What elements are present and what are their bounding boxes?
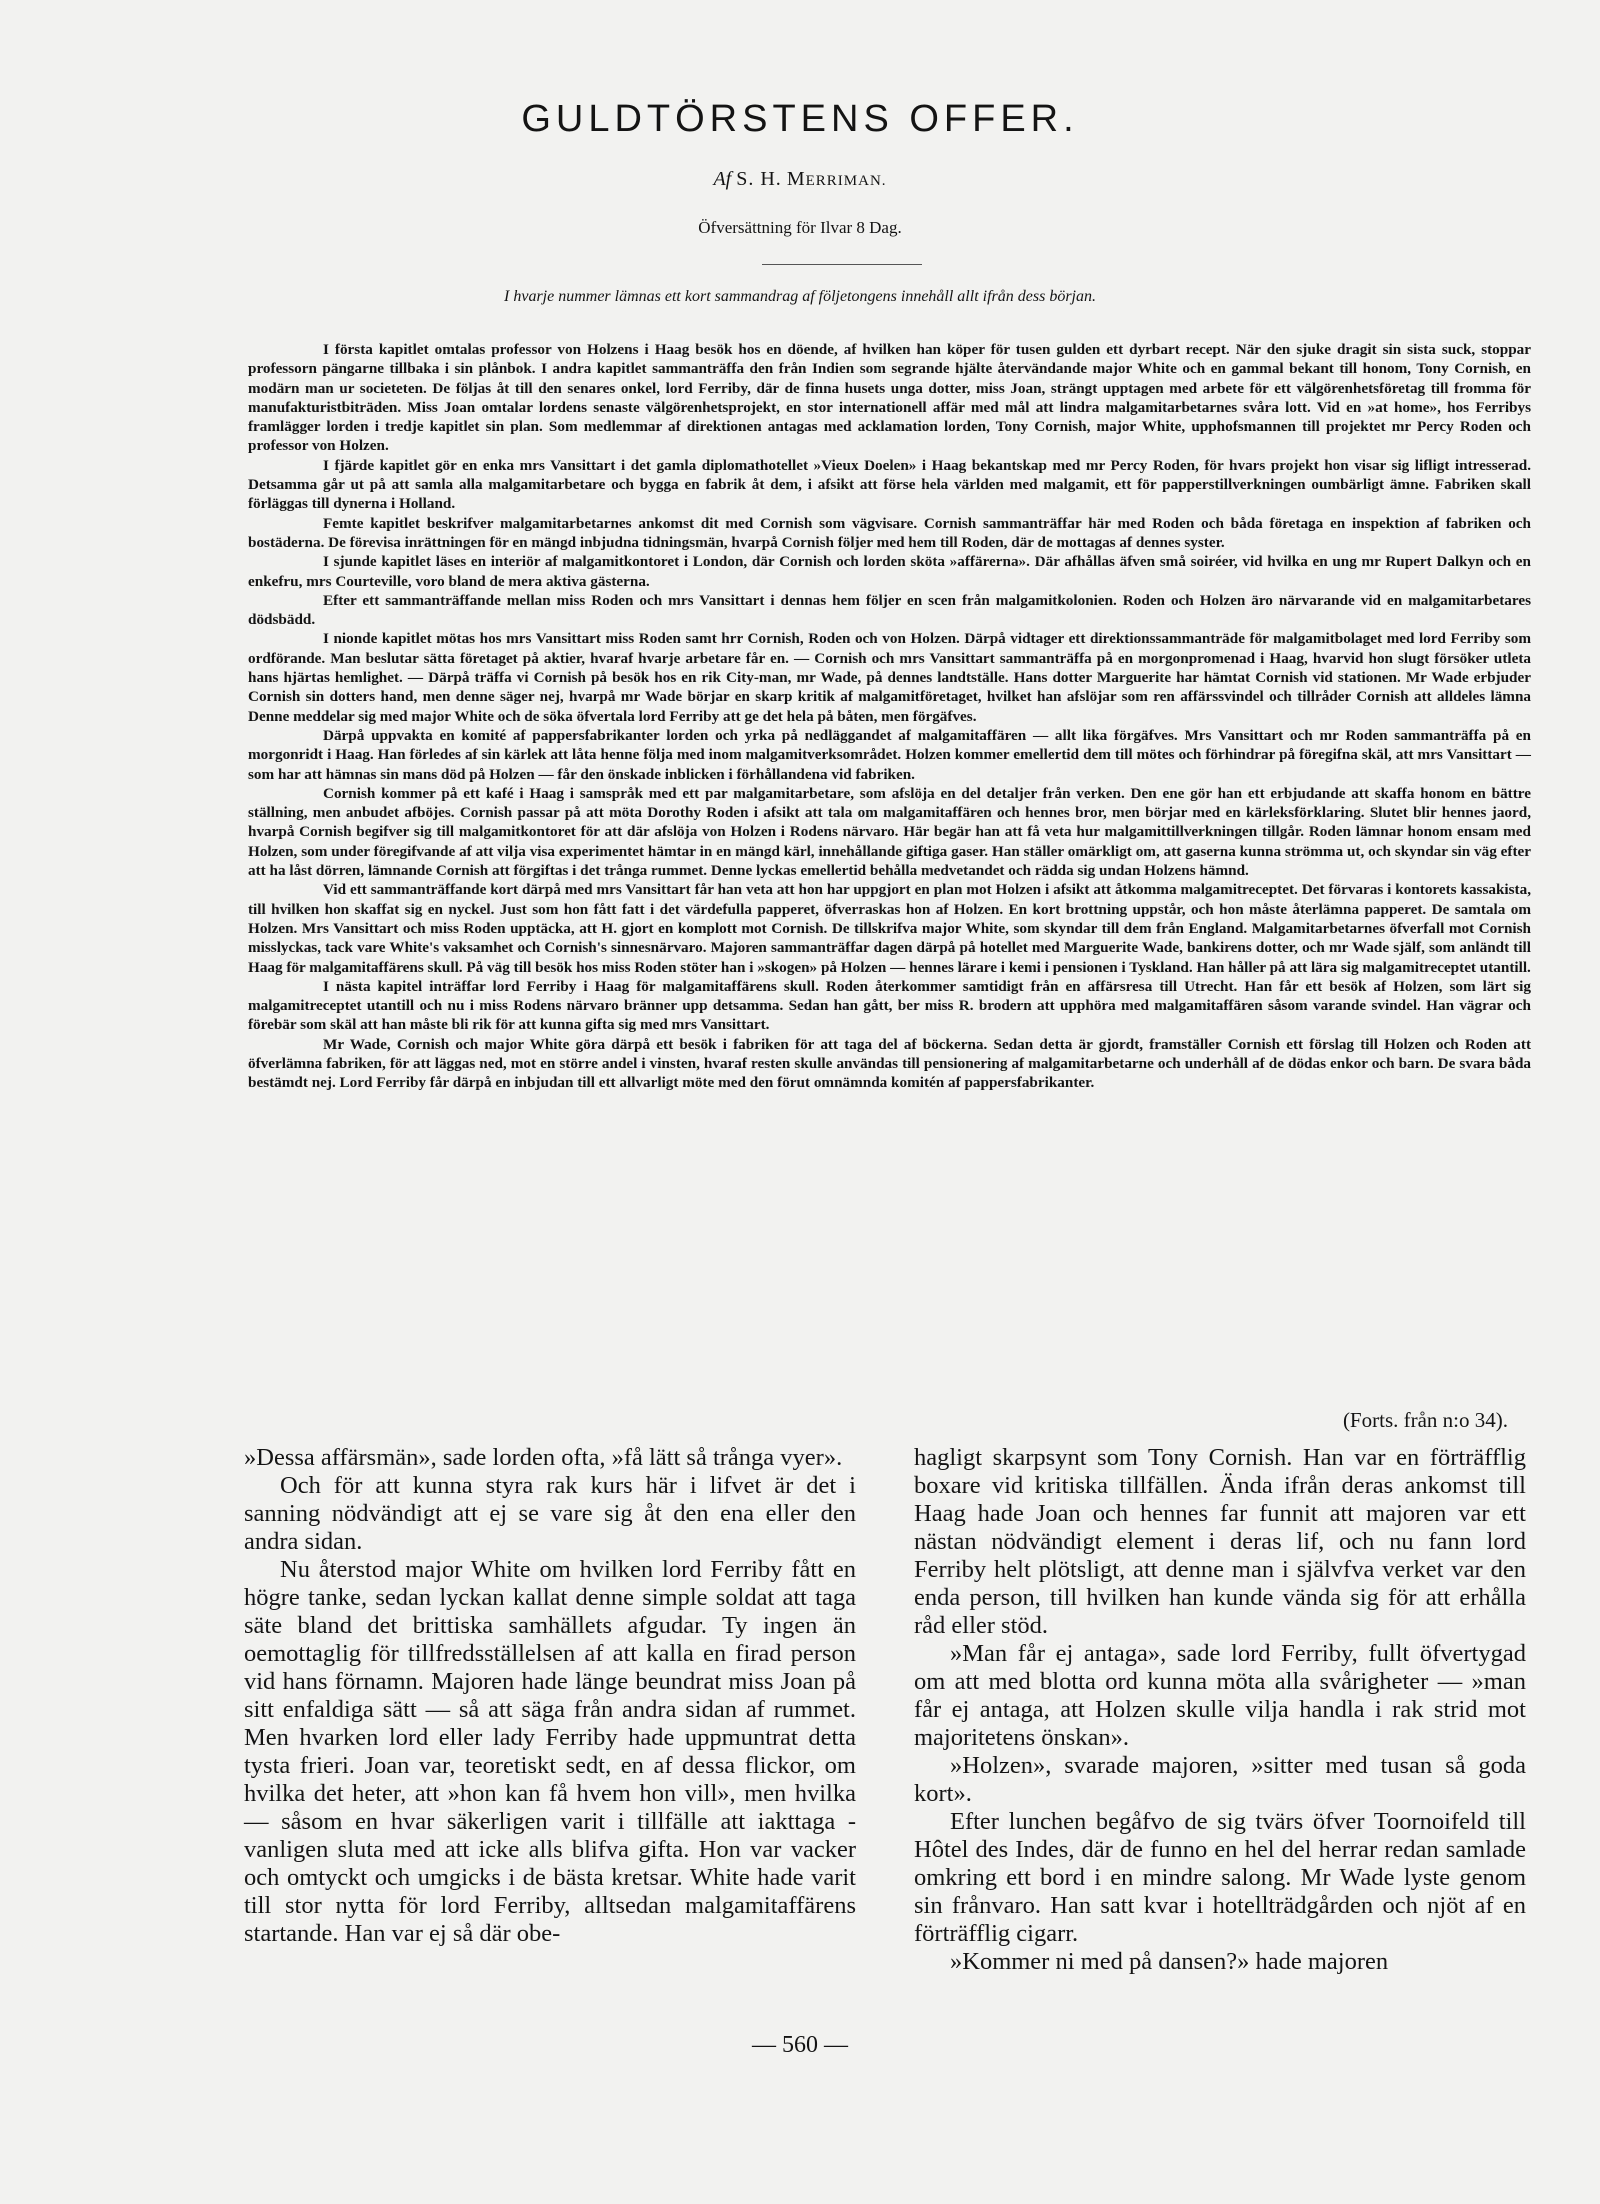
summary-paragraph: Därpå uppvakta en komité af pappersfabrikanter lorden och yrka på nedläggandet af malgamitaffären — allt lika förgäfves. Mrs Vansittart och mr Roden sammanträffa på en morgonridt i Haag. Han förledes af sin kärlek att låta henne följa med inom malgamitverksområdet. Holzen kommer emellertid dem till mötes och förhindrar på föregifna skäl, att mrs Vansittart — som har att hämnas sin mans död på Holzen — får den önskade inblicken i förhållandena vid fabriken. <box>248 726 1531 783</box>
byline <box>0 168 1600 191</box>
author-initials: S. H. <box>736 168 782 190</box>
summary-block <box>248 340 1531 1390</box>
summary-paragraph: I nästa kapitel inträffar lord Ferriby i Haag för malgamitaffärens skull. Roden återkommer samtidigt från en affärsresa till Utrecht. Han får ett besök af Holzen, som lärt sig malgamitreceptet utantill och nu i miss Rodens närvaro bränner upp detsamma. Sedan han gått, ber miss R. brodern att upphöra med malgamitaffären såsom varande svindel. Han vägrar och förebär som skäl att han måste bli rik för att kunna gifta sig med mrs Vansittart. <box>248 977 1531 1034</box>
divider-rule <box>762 264 922 265</box>
summary-paragraph: Efter ett sammanträffande mellan miss Roden och mrs Vansittart i dennas hem följer en scen från malgamitkolonien. Roden och Holzen äro närvarande vid en malgamitarbetares dödsbädd. <box>248 591 1531 629</box>
summary-paragraph: I första kapitlet omtalas professor von Holzens i Haag besök hos en döende, af hvilken han köper för tusen gulden ett dyrbart recept. När den sjuke dragit sin sista suck, stoppar professorn pängarne tillbaka i sin plånbok. I andra kapitlet sammanträffa den från Indien som segrande hjälte återvändande major White och en gammal bekant till honom, Tony Cornish, en modärn man ur societeten. De följas åt till den senares onkel, lord Ferriby, där de finna husets unga dotter, miss Joan, strängt upptagen med arbete för ett välgörenhetsföretag till fromma för manufakturistbiträden. Miss Joan omtalar lordens senaste välgörenhetsprojekt, en stor internationell affär med mål att lindra malgamitarbetarnes svåra lott. Vid en »at home», hos Ferribys framlägger lorden i tredje kapitlet sin plan. Som medlemmar af direktionen antagas med acklamation lorden, Tony Cornish, major White, upphofsmannen till projektet mr Percy Roden och professor von Holzen. <box>248 341 1531 455</box>
editorial-note: I hvarje nummer lämnas ett kort sammandrag af följetongens innehåll allt ifrån dess början. <box>504 288 1096 305</box>
continuation-note: (Forts. från n:o 34). <box>1342 1408 1508 1432</box>
translation-credit: Öfversättning för Ilvar 8 Dag. <box>698 218 902 237</box>
summary-paragraph: I nionde kapitlet mötas hos mrs Vansittart miss Roden samt hrr Cornish, Roden och von Holzen. Därpå vidtager ett direktionssammanträde för malgamitbolaget med lord Ferriby som ordförande. Man beslutar sätta företaget på aktier, hvaraf hvarje arbetare får en. — Cornish och mrs Vansittart sammanträffa på en morgonpromenad i Haag, hvarvid hon slugt försöker utleta hans hjärtas hemlighet. — Därpå träffa vi Cornish på besök hos en rik City-man, mr Wade, på dennes landtställe. Hans dotter Marguerite har hämtat Cornish vid stationen. Mr Wade erbjuder Cornish sin dotters hand, men denne säger nej, hvarpå mr Wade börjar en skarp kritik af malgamitföretaget, hvilket han afslöjar som ren affärssvindel och tillråder Cornish att alldeles lämna Denne meddelar sig med major White och de söka öfvertala lord Ferriby att ge det hela på båten, men förgäfves. <box>248 630 1531 725</box>
body-paragraph: »Man får ej antaga», sade lord Ferriby, fullt öfvertygad om att med blotta ord kunna möta alla svårigheter — »man får ej antaga, att Holzen skulle vilja handla i rak strid mot majoritetens önskan». <box>914 1640 1526 1751</box>
body-paragraph: »Dessa affärsmän», sade lorden ofta, »få lätt så trånga vyer». <box>244 1444 843 1471</box>
author-surname-initial: M <box>786 168 806 190</box>
body-paragraph: Efter lunchen begåfvo de sig tvärs öfver Toornoifeld till Hôtel des Indes, där de funno en hel del herrar redan samlade omkring ett bord i en mindre salong. Mr Wade lyste genom sin frånvaro. Han satt kvar i hotellträdgården och njöt af en förträfflig cigarr. <box>914 1808 1526 1947</box>
body-paragraph: »Kommer ni med på dansen?» hade majoren <box>950 1948 1389 1975</box>
body-paragraph: hagligt skarpsynt som Tony Cornish. Han var en förträfflig boxare vid kritiska tillfällen. Ända ifrån deras ankomst till Haag hade Joan och hennes far funnit att majoren var ett nästan nödvändigt element i deras lif, och nu fann lord Ferriby helt plötsligt, att denne man i självfva verket var den enda person, till hvilken han kunde vända sig för att erhålla råd eller stöd. <box>914 1444 1526 1639</box>
body-column-left <box>244 1444 856 2004</box>
body-paragraph: Nu återstod major White om hvilken lord Ferriby fått en högre tanke, sedan lyckan kallat denne simple soldat att taga säte bland det brittiska samhällets afgudar. Ty ingen än oemottaglig för tillfredsställelsen af att kalla en firad person vid hans förnamn. Majoren hade länge beundrat miss Joan på sitt enfaldiga sätt — så att säga från andra sidan af rummet. Men hvarken lord eller lady Ferriby hade uppmuntrat detta tysta frieri. Joan var, teoretiskt sedt, en af dessa flickor, om hvilka det heter, att »hon kan få hvem hon vill», men hvilka — såsom en hvar säkerligen varit i tillfälle att iakttaga - vanligen sluta med att icke alls blifva gifta. Hon var vacker och omtyckt och umgicks i de bästa kretsar. White hade varit till stor nytta för lord Ferriby, alltsedan malgamitaffärens startande. Han var ej så där obe- <box>244 1556 856 1947</box>
summary-paragraph: Femte kapitlet beskrifver malgamitarbetarnes ankomst dit med Cornish som vägvisare. Cornish sammanträffar här med Roden och båda företaga en inspektion af fabriken och bostäderna. De förevisa inrättningen för en mängd inbjudna tidningsmän, hvarpå Cornish följer med hem till Roden, där de mottagas af dennes syster. <box>248 514 1531 551</box>
body-column-right <box>914 1444 1526 2004</box>
summary-paragraph: Mr Wade, Cornish och major White göra därpå ett besök i fabriken för att taga del af böckerna. Sedan detta är gjordt, framställer Cornish ett förslag till Holzen och Roden att öfverlämna fabriken, för att läggas ned, mot en större andel i vinsten, hvaraf resten skulle användas till pensionering af malgamitarbetarne och underhåll af de dödas enkor och barn. De svara båda bestämdt nej. Lord Ferriby får därpå en inbjudan till ett allvarligt möte med den förut omnämnda komitén af pappersfabrikanter. <box>248 1035 1531 1092</box>
summary-paragraph: Cornish kommer på ett kafé i Haag i samspråk med ett par malgamitarbetare, som afslöja en del detaljer från verken. Den ene gör han ett erbjudande att skaffa honom en bättre ställning, men anbudet afböjes. Cornish passar på att möta Dorothy Roden i afsikt att tala om malgamitaffären och hennes bror, men börjar med en kärleksförklaring. Slutet blir hennes jaord, hvarpå Cornish begifver sig till malgamitkontoret för att där afslöja von Holzen i Rodens närvaro. Här begär han att få veta hur malgamittillverkningen tillgår. Roden lämnar honom ensam med Holzen, som under föregifvande af att vilja visa experimentet hämtar in en mängd kärl, innehållande giftiga gaser. Han ställer omärkligt om, att gaserna kunna strömma ut, och skyndar sin väg efter att ha låst dörren, lämnande Cornish att förgiftas i det trånga rummet. Denne lyckas emellertid behålla medvetandet och rädda sig undan Holzens hämnd. <box>248 784 1531 880</box>
page-number: — 560 — <box>752 2032 848 2058</box>
body-paragraph: »Holzen», svarade majoren, »sitter med tusan så goda kort». <box>914 1752 1526 1807</box>
author-surname: ERRIMAN. <box>805 173 887 189</box>
story-title: GULDTÖRSTENS OFFER. <box>521 98 1079 140</box>
summary-paragraph: I fjärde kapitlet gör en enka mrs Vansittart i det gamla diplomathotellet »Vieux Doelen» i Haag bekantskap med mr Percy Roden, för hvars projekt hon visar sig lifligt intresserad. Detsamma går ut på att samla alla malgamitarbetare och bygga en fabrik åt dem, i afsikt att förse hela världen med malgamit, ett för papperstillverkningen oumbärligt ämne. Fabriken skall förläggas till dynerna i Holland. <box>248 456 1531 513</box>
summary-paragraph: I sjunde kapitlet läses en interiör af malgamitkontoret i London, där Cornish och lorden sköta »affärerna». Där afhållas äfven små soiréer, vid hvilka en ung mr Rupert Dalkyn och en enkefru, mrs Courteville, voro bland de mera aktiva gästerna. <box>248 553 1531 590</box>
summary-paragraph: Vid ett sammanträffande kort därpå med mrs Vansittart får han veta att hon har uppgjort en plan mot Holzen i afsikt att åtkomma malgamitreceptet. Det förvaras i kontorets kassakista, till hvilken hon skaffat sig en nyckel. Just som hon fått fatt i det värdefulla papperet, öfverraskas hon af Holzen. En kort brottning uppstår, och hon måste återlämna papperet. De samtala om Holzen. Mrs Vansittart och miss Roden upptäcka, att H. gjort en komplott mot Cornish. De tillskrifva major White, som skyndar till dem från England. Malgamitarbetarnes öfverfall mot Cornish misslyckas, tack vare White's vaksamhet och Cornish's sinnesnärvaro. Majoren sammanträffar dagen därpå på hotellet med Marguerite Wade, bankirens dotter, och mr Wade själf, som anländt till Haag för malgamitaffärens skull. På väg till besök hos miss Roden stöter han i »skogen» på Holzen — hennes lärare i kemi i pensionen i Tyskland. Han håller på att lära sig malgamitreceptet utantill. <box>248 881 1531 976</box>
byline-prefix: Af <box>713 168 732 190</box>
body-paragraph: Och för att kunna styra rak kurs här i lifvet är det i sanning nödvändigt att ej se vare sig åt den ena eller den andra sidan. <box>244 1472 856 1555</box>
